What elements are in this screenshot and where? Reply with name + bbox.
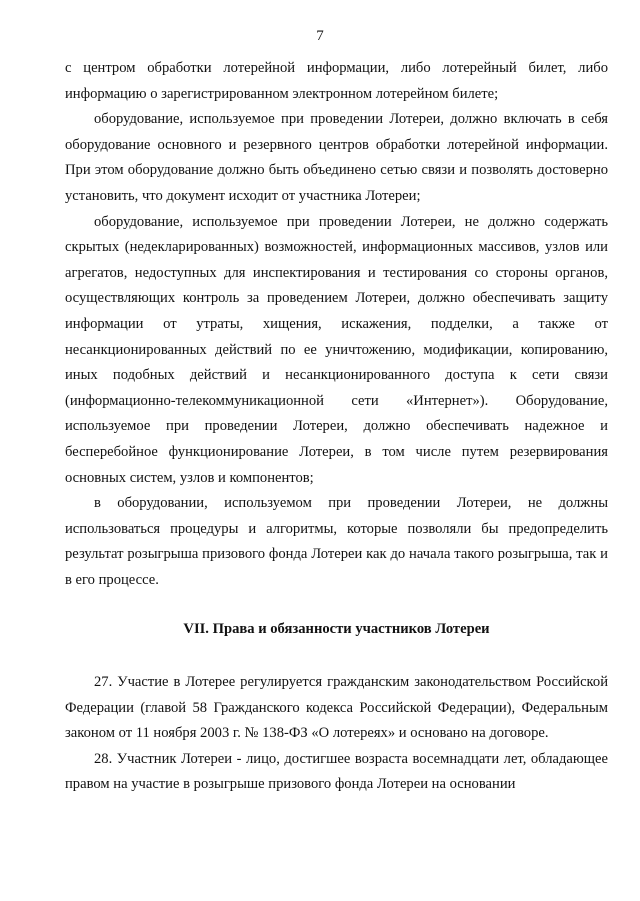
- paragraph-equipment-protection: оборудование, используемое при проведении Лотереи, не должно содержать скрытых (недекларированных) возможностей, информационных массивов, узлов или агрегатов, недоступных для инспектирования и тестирования со стороны органов, осуществляющих контроль за проведением Лотереи, должно обеспечивать защиту информации от утраты, хищения, искажения, подделки, а также от несанкционированных действий по ее уничтожению, модификации, копированию, иных подобных действий и несанкционированного доступа к сети связи (информационно-телекоммуникационной сети «Интернет»). Оборудование, используемое при проведении Лотереи, должно обеспечивать надежное и бесперебойное функционирование Лотереи, в том числе путем резервирования основных систем, узлов и компонентов;: [65, 213, 608, 486]
- paragraph-equipment-centers: оборудование, используемое при проведении Лотереи, должно включать в себя оборудование основного и резервного центров обработки лотерейной информации. При этом оборудование должно быть объединено сетью связи и позволять достоверно установить, что документ исходит от участника Лотереи;: [65, 111, 608, 204]
- paragraph-equipment-algorithms: в оборудовании, используемом при проведении Лотереи, не должны использоваться процедуры и алгоритмы, которые позволяли бы предопределить результат розыгрыша призового фонда Лотереи как до начала такого розыгрыша, так и в его процессе.: [65, 495, 608, 588]
- page-number: 7: [316, 28, 324, 44]
- paragraph-27: 27. Участие в Лотерее регулируется гражданским законодательством Российской Федерации (главой 58 Гражданского кодекса Российской Федерации), Федеральным законом от 11 ноября 2003 г. № 138-ФЗ «О лотереях» и основано на договоре.: [65, 674, 608, 742]
- document-body: [65, 56, 608, 798]
- section-heading: VII. Права и обязанности участников Лотереи: [183, 621, 490, 638]
- paragraph-28: 28. Участник Лотереи - лицо, достигшее возраста восемнадцати лет, обладающее правом на участие в розыгрыше призового фонда Лотереи на основании: [65, 750, 608, 793]
- paragraph-continuation: с центром обработки лотерейной информации, либо лотерейный билет, либо информацию о зарегистрированном электронном лотерейном билете;: [65, 60, 608, 102]
